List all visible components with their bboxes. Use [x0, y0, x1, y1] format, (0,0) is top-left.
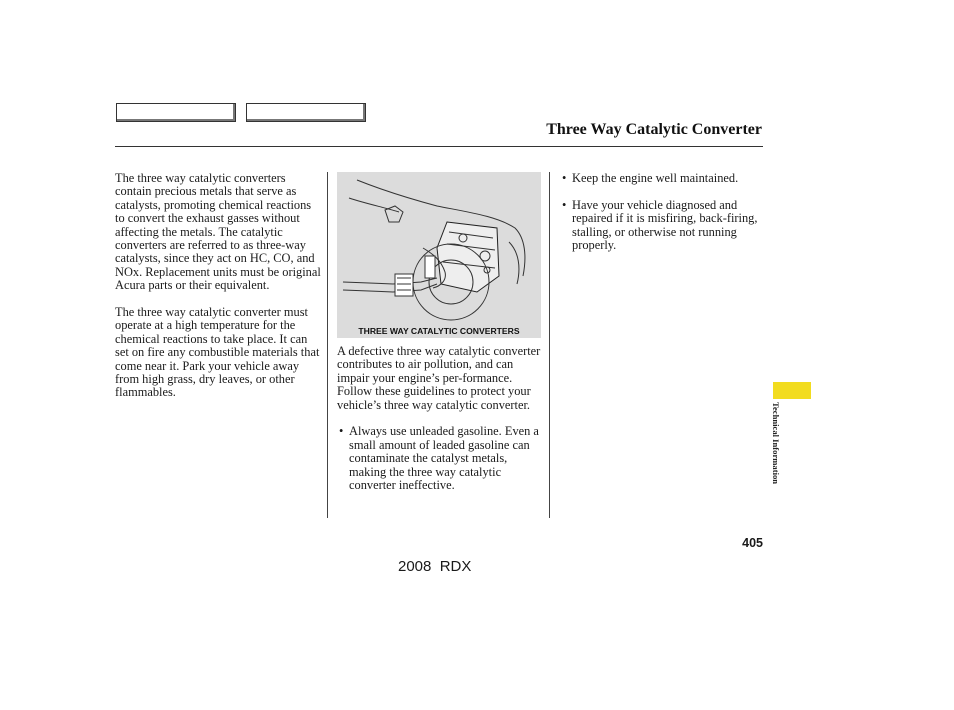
column-divider-right	[549, 172, 550, 518]
catalytic-converter-figure	[337, 172, 541, 338]
left-column	[115, 172, 321, 413]
title-rule	[115, 146, 763, 147]
list-item	[560, 172, 760, 185]
list-item	[560, 199, 760, 253]
guidelines-list-right	[560, 172, 760, 252]
middle-column	[337, 345, 543, 506]
list-item	[337, 425, 543, 492]
temperature-paragraph: The three way catalytic converter must operate at a high temperature for the chemical reactions to take place. It can set on fire any combustible materials that come near it. Park your vehicle away from high grass, dry leaves, or other flammables.	[115, 305, 320, 400]
figure-caption: THREE WAY CATALYTIC CONVERTERS	[358, 326, 520, 336]
nav-button-main-menu[interactable]	[116, 103, 236, 122]
list-item-text: Have your vehicle diagnosed and repaired if it is misfiring, back-firing, stalling, or otherwise not running properly.	[572, 197, 758, 253]
section-tab[interactable]	[773, 382, 811, 399]
list-item-text: Always use unleaded gasoline. Even a small amount of leaded gasoline can contaminate the catalyst metals, making the three way catalytic converter ineffective.	[349, 424, 539, 493]
page-title: Three Way Catalytic Converter	[546, 121, 762, 138]
section-tab-label: Technical Information	[771, 402, 781, 485]
bullet-icon: •	[339, 424, 344, 439]
column-divider-left	[327, 172, 328, 518]
intro-paragraph: The three way catalytic converters contain precious metals that serve as catalysts, promoting chemical reactions to convert the exhaust gasses without affecting the metals. The catalytic converters are referred to as three-way catalysts, since they act on HC, CO, and NOx. Replacement units must be original Acura parts or their equivalent.	[115, 171, 321, 293]
footer-model: 2008 RDX	[398, 558, 472, 575]
defective-converter-paragraph: A defective three way catalytic converter contributes to air pollution, and can impair your engine’s per-formance. Follow these guidelines to protect your vehicle’s three way catalytic converter.	[337, 344, 541, 412]
page-number: 405	[742, 536, 763, 550]
engine-illustration	[337, 172, 541, 322]
list-item-text: Keep the engine well maintained.	[572, 171, 739, 185]
nav-button-index[interactable]	[246, 103, 366, 122]
bullet-icon: •	[562, 171, 567, 185]
right-column	[560, 172, 760, 266]
guidelines-list-middle	[337, 425, 543, 492]
bullet-icon: •	[562, 197, 567, 212]
